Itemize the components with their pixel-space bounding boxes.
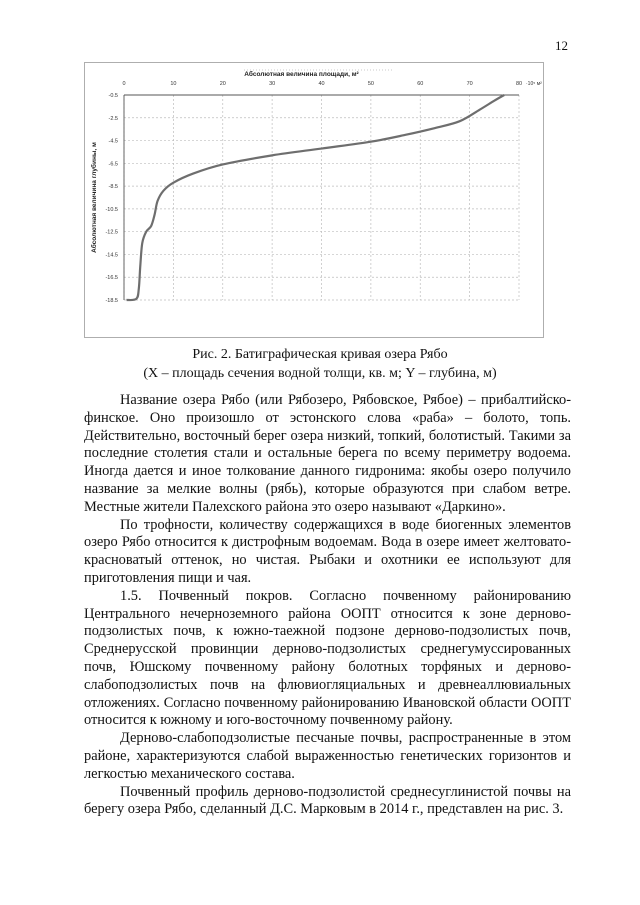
chart-title: Абсолютная величина площади, м²	[244, 71, 359, 78]
paragraph-sandy-soils: Дерново-слабоподзолистые песчаные почвы, распространенные в этом районе, характеризуются слабой выраженностью генетических горизонтов и легкостью механического состава.	[84, 730, 571, 782]
body-text	[84, 392, 571, 819]
y-tick-label: -6.5	[108, 161, 118, 168]
paragraph-soil-profile: Почвенный профиль дерново-подзолистой среднесуглинистой почвы на берегу озера Рябо, сделанный Д.С. Марковым в 2014 г., представлен на рис. 3.	[84, 783, 571, 818]
chart-frame	[85, 63, 544, 338]
x-tick-label: 30	[269, 81, 276, 87]
x-tick-label: 60	[417, 81, 424, 87]
x-tick-label: 50	[367, 81, 374, 87]
y-axis-label: Абсолютная величина глубины, м	[91, 142, 98, 253]
paragraph-name-origin: Название озера Рябо (или Рябозеро, Рябовское, Рябое) – прибалтийско-финское. Оно произошло от эстонского слова «раба» – болото, топь. Действительно, восточный берег озера низкий, топкий, болотистый. Такими за последние столетия стали и остальные берега по всему периметру водоема. Иногда дается и иное толкование данного гидронима: якобы озеро получило название за мелкие волны (рябь), которые образуются при слабом ветре. Местные жители Палехского района это озеро называют «Даркино».	[84, 392, 571, 515]
paragraph-soil-cover: 1.5. Почвенный покров. Согласно почвенному районированию Центрального нечерноземного района ООПТ относится к зоне дерново-подзолистых почв, к южно-таежной подзоне дерново-подзолистых почв, Среднерусской провинции дерново-подзолистых среднегумуссированных почв, Юшскому почвенному району болотных торфяных и дерново-слабоподзолистых почв на флювиогляциальных и древнеаллювиальных отложениях. Согласно почвенному районированию Ивановской области ООПТ относится к южному и юго-восточному почвенному району.	[84, 587, 571, 729]
chart-svg	[84, 62, 544, 338]
x-tick-label: 20	[219, 81, 226, 87]
x-axis-unit: ·10⁵ м²	[526, 81, 542, 87]
y-tick-label: -18.5	[105, 298, 118, 304]
y-tick-label: -10.5	[105, 206, 118, 213]
series-line-0	[126, 95, 504, 300]
figure-caption-title: Рис. 2. Батиграфическая кривая озера Рябо	[192, 347, 448, 362]
x-tick-label: 10	[170, 81, 177, 87]
y-tick-label: -4.5	[108, 138, 118, 145]
y-tick-label: -16.5	[105, 275, 118, 282]
figure-caption-legend: (X – площадь сечения водной толщи, кв. м; Y – глубина, м)	[143, 366, 497, 381]
y-tick-label: -2.5	[108, 115, 118, 122]
x-tick-label: 70	[466, 81, 473, 87]
x-tick-label: 40	[318, 81, 325, 87]
y-tick-label: -8.5	[108, 184, 118, 191]
y-tick-label: -0.5	[108, 93, 118, 99]
x-tick-label: 80	[515, 81, 523, 87]
y-tick-label: -12.5	[105, 229, 118, 236]
y-tick-label: -14.5	[105, 252, 118, 259]
paragraph-trophic: По трофности, количеству содержащихся в воде биогенных элементов озеро Рябо относится к дистрофным водоемам. Вода в озере имеет желтовато-красноватый оттенок, но чистая. Рыбаки и охотники ее используют для приготовления пищи и чая.	[84, 516, 571, 586]
page-number: 12	[555, 38, 568, 53]
bathygraphic-chart	[84, 62, 544, 338]
x-tick-label: 0	[122, 81, 126, 87]
